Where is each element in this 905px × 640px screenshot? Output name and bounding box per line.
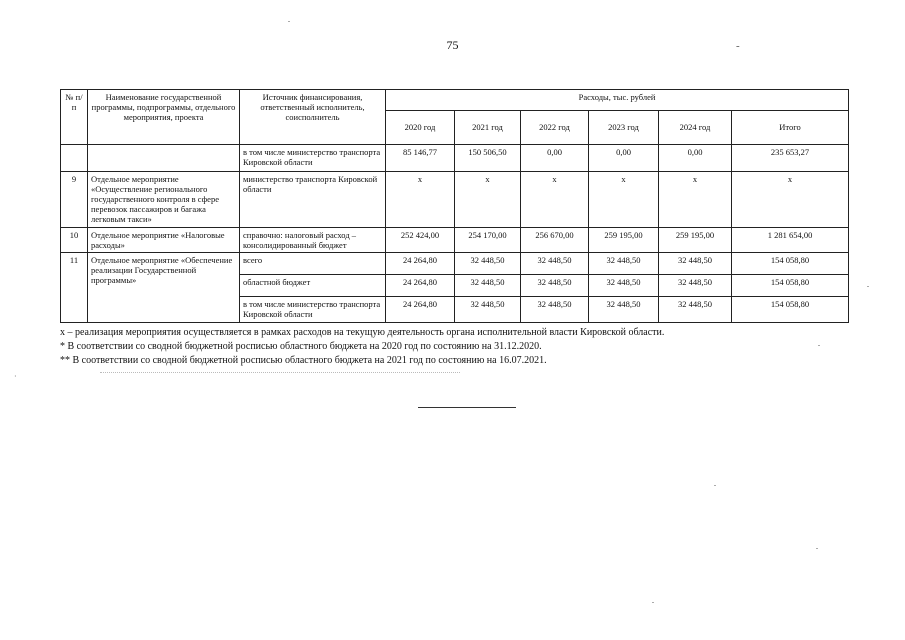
value-cell: 150 506,50 [455,145,521,172]
value-cell: 32 448,50 [589,297,659,323]
value-cell: 32 448,50 [521,275,589,297]
header-num: № п/п [61,90,88,145]
row-name: Отдельное мероприятие «Налоговые расходы» [88,228,240,253]
end-separator-line [418,407,516,408]
table-row [61,172,849,228]
scan-speck [818,345,820,346]
value-cell: 256 670,00 [521,228,589,253]
scan-speck [652,602,654,603]
row-source: справочно: налоговый расход – консолидированный бюджет [240,228,386,253]
value-cell: x [521,172,589,228]
header-year-2022: 2022 год [521,111,589,145]
value-cell: 235 653,27 [732,145,849,172]
value-cell: 32 448,50 [659,297,732,323]
row-source: в том числе министерство транспорта Кировской области [240,297,386,323]
value-cell: 252 424,00 [386,228,455,253]
header-source: Источник финансирования, ответственный исполнитель, соисполнитель [240,90,386,145]
header-year-2021: 2021 год [455,111,521,145]
faint-scan-line [100,372,460,374]
value-cell: 32 448,50 [589,253,659,275]
corner-mark: - [736,40,740,52]
value-cell: x [386,172,455,228]
value-cell: 32 448,50 [659,253,732,275]
value-cell: x [589,172,659,228]
value-cell: 32 448,50 [659,275,732,297]
value-cell: 259 195,00 [659,228,732,253]
value-cell: x [659,172,732,228]
scan-speck [816,548,818,549]
value-cell: x [455,172,521,228]
scan-speck [714,485,716,486]
row-num: 10 [61,228,88,253]
footnote-x: x – реализация мероприятия осуществляется в рамках расходов на текущую деятельность органа исполнительной власти Кировской области. [60,327,665,338]
value-cell: 24 264,80 [386,275,455,297]
value-cell: x [732,172,849,228]
value-cell: 85 146,77 [386,145,455,172]
scan-speck [867,286,869,287]
page-number: 75 [446,38,459,52]
budget-table [60,89,849,323]
value-cell: 154 058,80 [732,297,849,323]
value-cell: 259 195,00 [589,228,659,253]
value-cell: 1 281 654,00 [732,228,849,253]
row-source: министерство транспорта Кировской области [240,172,386,228]
row-source: в том числе министерство транспорта Кировской области [240,145,386,172]
header-year-2024: 2024 год [659,111,732,145]
value-cell: 24 264,80 [386,253,455,275]
footnote-2020: * В соответствии со сводной бюджетной росписью областного бюджета на 2020 год по состоянию на 31.12.2020. [60,341,542,352]
value-cell: 0,00 [589,145,659,172]
value-cell: 254 170,00 [455,228,521,253]
value-cell: 0,00 [659,145,732,172]
row-num: 9 [61,172,88,228]
table-row [61,228,849,253]
footnote-2021: ** В соответствии со сводной бюджетной росписью областного бюджета на 2021 год по состоянию на 16.07.2021. [60,355,547,366]
row-source: областной бюджет [240,275,386,297]
header-year-2023: 2023 год [589,111,659,145]
scan-tick-mark: · [14,372,17,381]
value-cell: 32 448,50 [589,275,659,297]
value-cell: 154 058,80 [732,253,849,275]
scan-speck [288,21,290,22]
value-cell: 32 448,50 [455,253,521,275]
row-num [61,145,88,172]
header-expenses: Расходы, тыс. рублей [386,90,849,111]
value-cell: 154 058,80 [732,275,849,297]
header-year-2020: 2020 год [386,111,455,145]
value-cell: 32 448,50 [455,297,521,323]
value-cell: 32 448,50 [455,275,521,297]
table-row [61,145,849,172]
table-row [61,253,849,275]
header-total: Итого [732,111,849,145]
row-name: Отдельное мероприятие «Осуществление регионального государственного контроля в сфере перевозок пассажиров и багажа легковым такси» [88,172,240,228]
row-name: Отдельное мероприятие «Обеспечение реализации Государственной программы» [88,253,240,323]
value-cell: 24 264,80 [386,297,455,323]
value-cell: 0,00 [521,145,589,172]
row-source: всего [240,253,386,275]
header-name: Наименование государственной программы, подпрограммы, отдельного мероприятия, проекта [88,90,240,145]
footnotes [60,326,860,368]
row-name [88,145,240,172]
value-cell: 32 448,50 [521,297,589,323]
value-cell: 32 448,50 [521,253,589,275]
row-num: 11 [61,253,88,323]
